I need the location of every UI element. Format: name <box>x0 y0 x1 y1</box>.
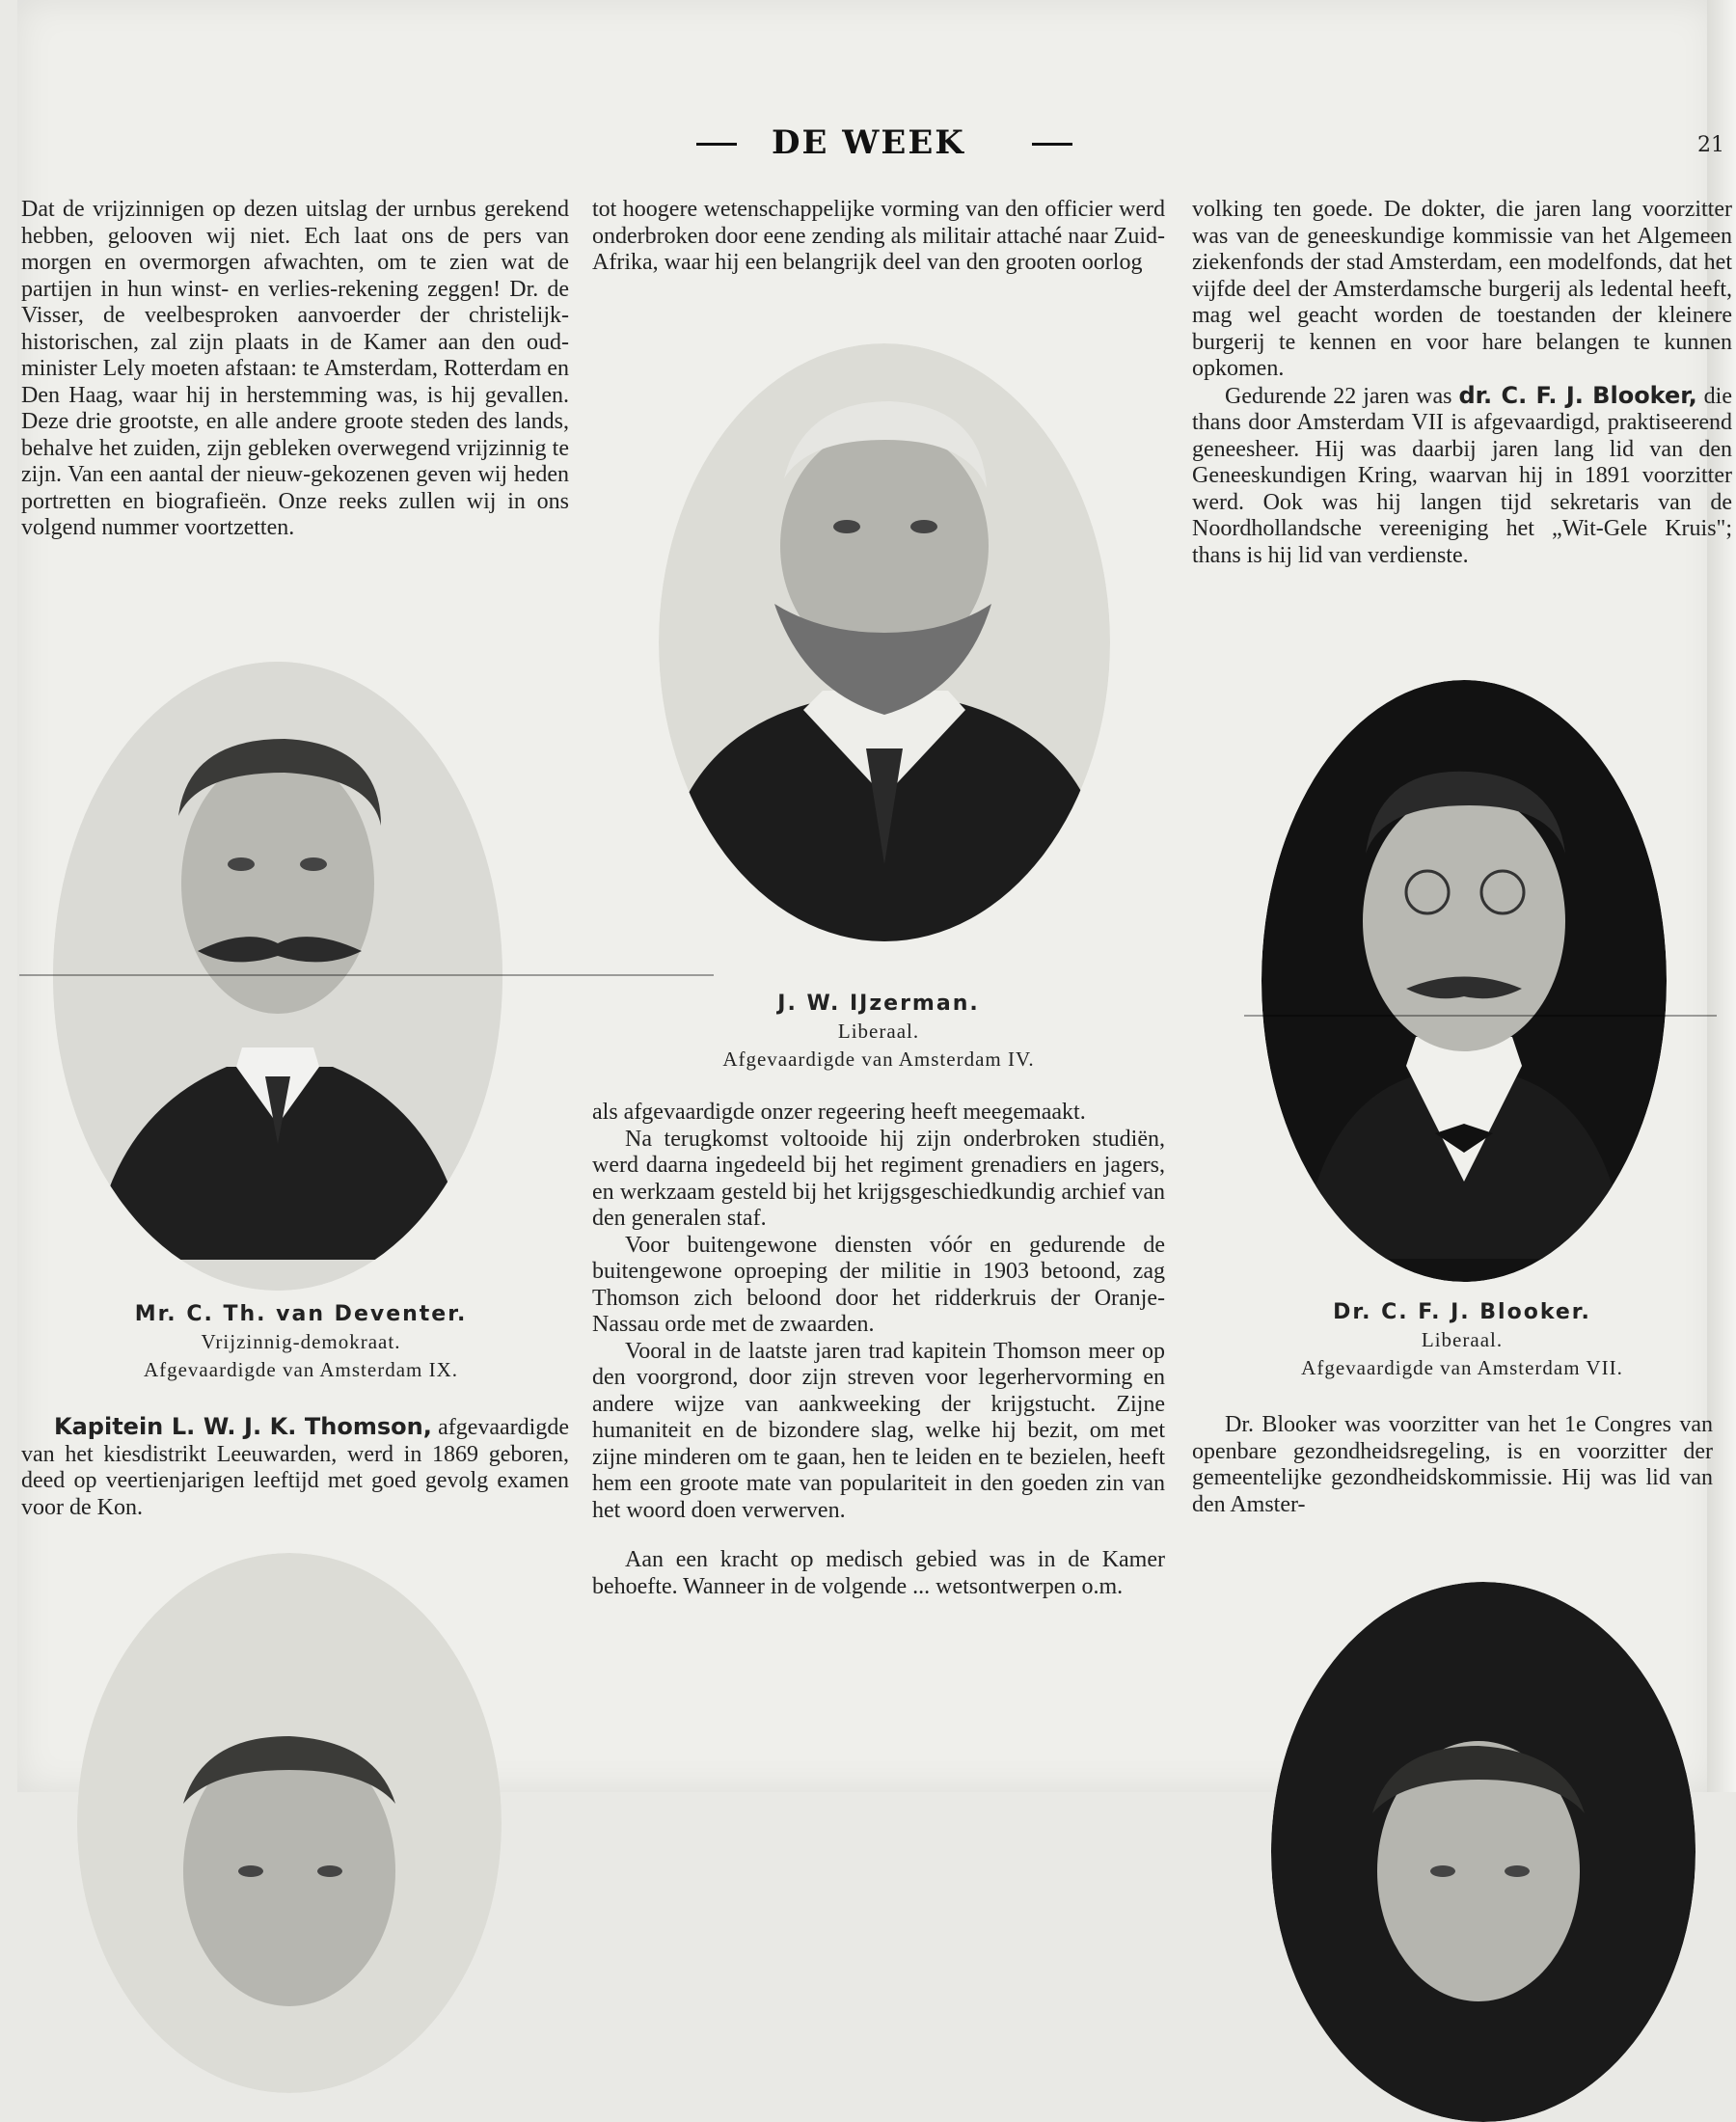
ijzerman-caption <box>592 992 1165 1072</box>
center-column-body <box>592 1100 1165 1600</box>
right-second-paragraph <box>1192 383 1732 570</box>
unknown-photo-partial <box>1271 1582 1695 2122</box>
masthead-dash-right <box>1032 143 1072 146</box>
center-paragraph-5: Aan een kracht op medisch gebied was in de Kamer behoefte. Wanneer in de volgende ... wetsontwerpen o.m. <box>592 1547 1165 1599</box>
right-top-paragraph: volking ten goede. De dokter, die jaren lang voorzitter was van de geneeskundige kommissie van het Algemeen ziekenfonds der stad Amsterdam, een modelfonds, dat het vijfde deel der Amsterdamsche burgerij als ledental heeft, mag wel geacht worden de toestanden der kleinere burgerij te kennen en voor hare belangen te kunnen opkomen. <box>1192 197 1732 381</box>
van-deventer-name: Mr. C. Th. van Deventer. <box>134 1302 468 1326</box>
right-second-post: die thans door Amsterdam VII is afgevaardigd, praktiseerend geneesheer. Hij was daarbij jaren lang lid van den Geneeskundigen Kring, waarvan hij in 1891 voorzitter werd. Ook was hij langen tijd sekretaris van de Noordhollandsche vereeniging het „Wit-Gele Kruis"; thans is hij lid van verdienste. <box>1192 383 1732 568</box>
thomson-text: afgevaardigde van het kiesdistrikt Leeuwarden, werd in 1869 geboren, deed op veertienjarigen leeftijd met goed gevolg examen voor de Kon. <box>21 1415 569 1520</box>
thomson-paragraph <box>21 1414 569 1521</box>
van-deventer-party: Vrijzinnig-demokraat. <box>201 1330 401 1353</box>
ijzerman-party: Liberaal. <box>837 1020 920 1043</box>
right-column-top <box>1192 197 1732 569</box>
left-top-paragraph: Dat de vrijzinnigen op dezen uitslag der urnbus gerekend hebben, gelooven wij niet. Ech laat ons de pers van morgen en overmorgen afwachten, om te zien wat de partijen in hun winst- en verlies-rekening zeggen! Dr. de Visser, de veelbesproken aanvoerder der christelijk-historischen, zal zijn plaats in de Kamer aan den oud-minister Lely moeten afstaan: te Amsterdam, Rotterdam en Den Haag, waar hij in herstemming was, is hij gevallen. Deze drie grootste, en alle andere groote steden des lands, behalve het zuiden, zijn gebleken overwegend vrijzinnig te zijn. Van een aantal der nieuw-gekozenen geven wij heden portretten en biografieën. Onze reeks zullen wij in ons volgend nummer voortzetten. <box>21 197 569 540</box>
van-deventer-district: Afgevaardigde van Amsterdam IX. <box>143 1358 459 1381</box>
ijzerman-district: Afgevaardigde van Amsterdam IV. <box>722 1047 1035 1071</box>
blooker-party: Liberaal. <box>1421 1328 1504 1351</box>
page-number: 21 <box>1697 133 1724 157</box>
masthead-title: DE WEEK <box>772 123 965 162</box>
center-paragraph-1: als afgevaardigde onzer regeering heeft meegemaakt. <box>592 1100 1086 1125</box>
center-column-top <box>592 197 1165 277</box>
van-deventer-photo <box>53 662 502 1291</box>
right-column-bottom <box>1192 1412 1713 1518</box>
blooker-name: Dr. C. F. J. Blooker. <box>1333 1300 1591 1324</box>
fold-line-right <box>1244 1015 1717 1017</box>
blooker-caption <box>1192 1300 1732 1380</box>
center-paragraph-4: Vooral in de laatste jaren trad kapitein Thomson meer op den voorgrond, door zijn streven voor legerhervorming en andere wijze van aankweeking der krijgstucht. Zijne humaniteit en de bizondere slag, welke hij bezit, om met zijne minderen om te gaan, hen te leiden en te bezielen, heeft hem een groote mate van populariteit in den goeden zin van het woord doen verwerven. <box>592 1338 1165 1523</box>
blooker-photo <box>1261 680 1667 1282</box>
left-column-top <box>21 197 569 542</box>
fold-line <box>19 974 714 976</box>
center-paragraph-2: Na terugkomst voltooide hij zijn onderbroken studiën, werd daarna ingedeeld bij het regiment grenadiers en jagers, en werkzaam gesteld bij het krijgsgeschiedkundig archief van den generalen staf. <box>592 1126 1165 1231</box>
ijzerman-name: J. W. IJzerman. <box>777 992 980 1016</box>
masthead-dash-left <box>696 143 737 146</box>
left-column-bottom <box>21 1414 569 1521</box>
ijzerman-photo <box>659 343 1110 941</box>
center-paragraph-3: Voor buitengewone diensten vóór en gedurende de buitengewone oproeping der militie in 1903 betoond, zag Thomson zich beloond door het ridderkruis der Oranje-Nassau orde met de zwaarden. <box>592 1232 1165 1337</box>
van-deventer-caption <box>21 1302 581 1382</box>
right-second-pre: Gedurende 22 jaren was <box>1225 383 1459 409</box>
blooker-bottom-paragraph: Dr. Blooker was voorzitter van het 1e Congres van openbare gezondheidsregeling, is en voorzitter der gemeentelijke gezondheidskommissie. Hij was lid van den Amster- <box>1192 1412 1713 1517</box>
thomson-name: Kapitein L. W. J. K. Thomson, <box>54 1413 432 1440</box>
blooker-name-inline: dr. C. F. J. Blooker, <box>1458 381 1697 409</box>
blooker-district: Afgevaardigde van Amsterdam VII. <box>1301 1356 1623 1379</box>
thomson-photo-partial <box>77 1553 502 2093</box>
center-top-paragraph: tot hoogere wetenschappelijke vorming van den officier werd onderbroken door eene zending als militair attaché naar Zuid-Afrika, waar hij een belangrijk deel van den grooten oorlog <box>592 197 1165 275</box>
